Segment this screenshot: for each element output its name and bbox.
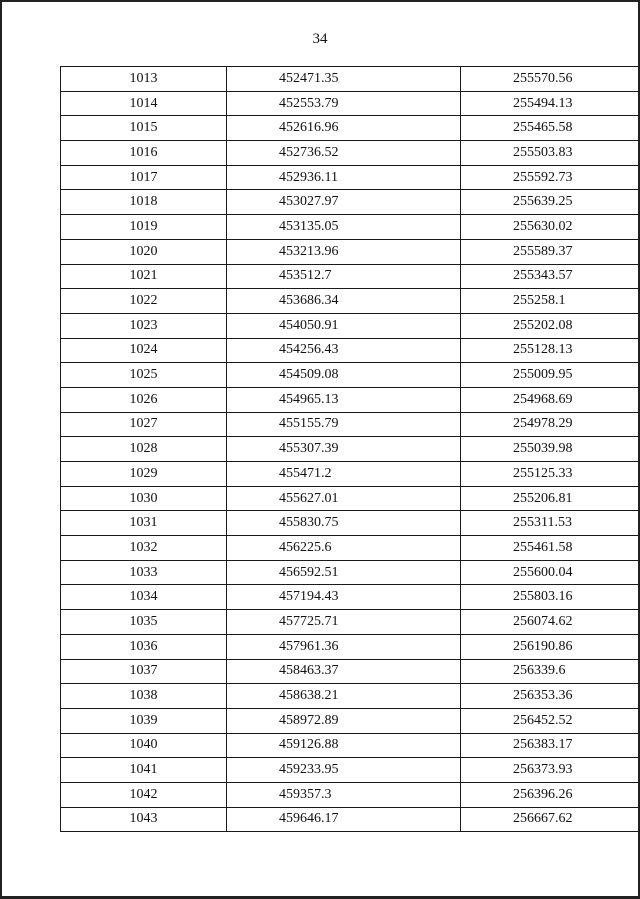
x-coordinate-cell: 454509.08: [227, 363, 461, 388]
table-row: [61, 733, 640, 758]
y-coordinate-cell: 255465.58: [461, 116, 640, 141]
x-coordinate-cell: 458972.89: [227, 708, 461, 733]
x-coordinate-cell: 459233.95: [227, 758, 461, 783]
x-coordinate-cell: 455155.79: [227, 412, 461, 437]
y-coordinate-cell: 256339.6: [461, 659, 640, 684]
table-row: [61, 585, 640, 610]
point-id-cell: 1014: [61, 91, 227, 116]
table-row: [61, 659, 640, 684]
y-coordinate-cell: 255503.83: [461, 141, 640, 166]
table-row: [61, 560, 640, 585]
y-coordinate-cell: 254968.69: [461, 387, 640, 412]
point-id-cell: 1029: [61, 462, 227, 487]
point-id-cell: 1042: [61, 782, 227, 807]
y-coordinate-cell: 256383.17: [461, 733, 640, 758]
point-id-cell: 1020: [61, 239, 227, 264]
table-row: [61, 782, 640, 807]
x-coordinate-cell: 457961.36: [227, 634, 461, 659]
x-coordinate-cell: 456592.51: [227, 560, 461, 585]
x-coordinate-cell: 459646.17: [227, 807, 461, 832]
point-id-cell: 1038: [61, 684, 227, 709]
coordinates-table: [60, 66, 640, 832]
point-id-cell: 1033: [61, 560, 227, 585]
y-coordinate-cell: 255630.02: [461, 215, 640, 240]
table-row: [61, 190, 640, 215]
page-border-top: [0, 0, 640, 2]
point-id-cell: 1022: [61, 289, 227, 314]
y-coordinate-cell: 255461.58: [461, 536, 640, 561]
x-coordinate-cell: 453027.97: [227, 190, 461, 215]
coordinates-table-body: [61, 67, 640, 832]
table-row: [61, 462, 640, 487]
x-coordinate-cell: 456225.6: [227, 536, 461, 561]
x-coordinate-cell: 453135.05: [227, 215, 461, 240]
x-coordinate-cell: 459357.3: [227, 782, 461, 807]
point-id-cell: 1021: [61, 264, 227, 289]
point-id-cell: 1016: [61, 141, 227, 166]
table-row: [61, 215, 640, 240]
x-coordinate-cell: 459126.88: [227, 733, 461, 758]
y-coordinate-cell: 255343.57: [461, 264, 640, 289]
x-coordinate-cell: 455307.39: [227, 437, 461, 462]
point-id-cell: 1035: [61, 610, 227, 635]
point-id-cell: 1017: [61, 165, 227, 190]
table-row: [61, 684, 640, 709]
y-coordinate-cell: 255600.04: [461, 560, 640, 585]
point-id-cell: 1037: [61, 659, 227, 684]
point-id-cell: 1034: [61, 585, 227, 610]
x-coordinate-cell: 453512.7: [227, 264, 461, 289]
x-coordinate-cell: 452616.96: [227, 116, 461, 141]
y-coordinate-cell: 256074.62: [461, 610, 640, 635]
y-coordinate-cell: 255592.73: [461, 165, 640, 190]
x-coordinate-cell: 453686.34: [227, 289, 461, 314]
y-coordinate-cell: 255311.53: [461, 511, 640, 536]
x-coordinate-cell: 452936.11: [227, 165, 461, 190]
x-coordinate-cell: 458463.37: [227, 659, 461, 684]
y-coordinate-cell: 256667.62: [461, 807, 640, 832]
table-row: [61, 536, 640, 561]
x-coordinate-cell: 455830.75: [227, 511, 461, 536]
table-row: [61, 758, 640, 783]
y-coordinate-cell: 256452.52: [461, 708, 640, 733]
point-id-cell: 1032: [61, 536, 227, 561]
point-id-cell: 1030: [61, 486, 227, 511]
x-coordinate-cell: 452736.52: [227, 141, 461, 166]
point-id-cell: 1025: [61, 363, 227, 388]
y-coordinate-cell: 255125.33: [461, 462, 640, 487]
x-coordinate-cell: 452553.79: [227, 91, 461, 116]
table-row: [61, 610, 640, 635]
page-border-left: [0, 0, 2, 899]
point-id-cell: 1018: [61, 190, 227, 215]
table-row: [61, 708, 640, 733]
point-id-cell: 1028: [61, 437, 227, 462]
x-coordinate-cell: 454050.91: [227, 313, 461, 338]
table-row: [61, 807, 640, 832]
y-coordinate-cell: 255639.25: [461, 190, 640, 215]
point-id-cell: 1024: [61, 338, 227, 363]
x-coordinate-cell: 452471.35: [227, 67, 461, 92]
table-row: [61, 91, 640, 116]
table-row: [61, 313, 640, 338]
point-id-cell: 1043: [61, 807, 227, 832]
table-row: [61, 634, 640, 659]
point-id-cell: 1039: [61, 708, 227, 733]
y-coordinate-cell: 256353.36: [461, 684, 640, 709]
y-coordinate-cell: 255202.08: [461, 313, 640, 338]
page-number: 34: [312, 31, 328, 47]
x-coordinate-cell: 457194.43: [227, 585, 461, 610]
x-coordinate-cell: 458638.21: [227, 684, 461, 709]
point-id-cell: 1036: [61, 634, 227, 659]
point-id-cell: 1019: [61, 215, 227, 240]
table-row: [61, 412, 640, 437]
y-coordinate-cell: 255803.16: [461, 585, 640, 610]
y-coordinate-cell: 255039.98: [461, 437, 640, 462]
y-coordinate-cell: 255128.13: [461, 338, 640, 363]
y-coordinate-cell: 256373.93: [461, 758, 640, 783]
y-coordinate-cell: 255009.95: [461, 363, 640, 388]
table-row: [61, 387, 640, 412]
table-row: [61, 437, 640, 462]
point-id-cell: 1027: [61, 412, 227, 437]
point-id-cell: 1026: [61, 387, 227, 412]
y-coordinate-cell: 255494.13: [461, 91, 640, 116]
y-coordinate-cell: 255206.81: [461, 486, 640, 511]
x-coordinate-cell: 454256.43: [227, 338, 461, 363]
table-row: [61, 338, 640, 363]
point-id-cell: 1013: [61, 67, 227, 92]
table-row: [61, 264, 640, 289]
x-coordinate-cell: 453213.96: [227, 239, 461, 264]
x-coordinate-cell: 457725.71: [227, 610, 461, 635]
y-coordinate-cell: 255570.56: [461, 67, 640, 92]
y-coordinate-cell: 255258.1: [461, 289, 640, 314]
table-row: [61, 116, 640, 141]
table-row: [61, 363, 640, 388]
y-coordinate-cell: 255589.37: [461, 239, 640, 264]
y-coordinate-cell: 254978.29: [461, 412, 640, 437]
point-id-cell: 1041: [61, 758, 227, 783]
table-row: [61, 67, 640, 92]
table-row: [61, 165, 640, 190]
point-id-cell: 1040: [61, 733, 227, 758]
table-row: [61, 486, 640, 511]
x-coordinate-cell: 455471.2: [227, 462, 461, 487]
y-coordinate-cell: 256190.86: [461, 634, 640, 659]
x-coordinate-cell: 455627.01: [227, 486, 461, 511]
point-id-cell: 1015: [61, 116, 227, 141]
table-row: [61, 141, 640, 166]
y-coordinate-cell: 256396.26: [461, 782, 640, 807]
point-id-cell: 1023: [61, 313, 227, 338]
table-row: [61, 239, 640, 264]
point-id-cell: 1031: [61, 511, 227, 536]
table-row: [61, 289, 640, 314]
table-row: [61, 511, 640, 536]
x-coordinate-cell: 454965.13: [227, 387, 461, 412]
